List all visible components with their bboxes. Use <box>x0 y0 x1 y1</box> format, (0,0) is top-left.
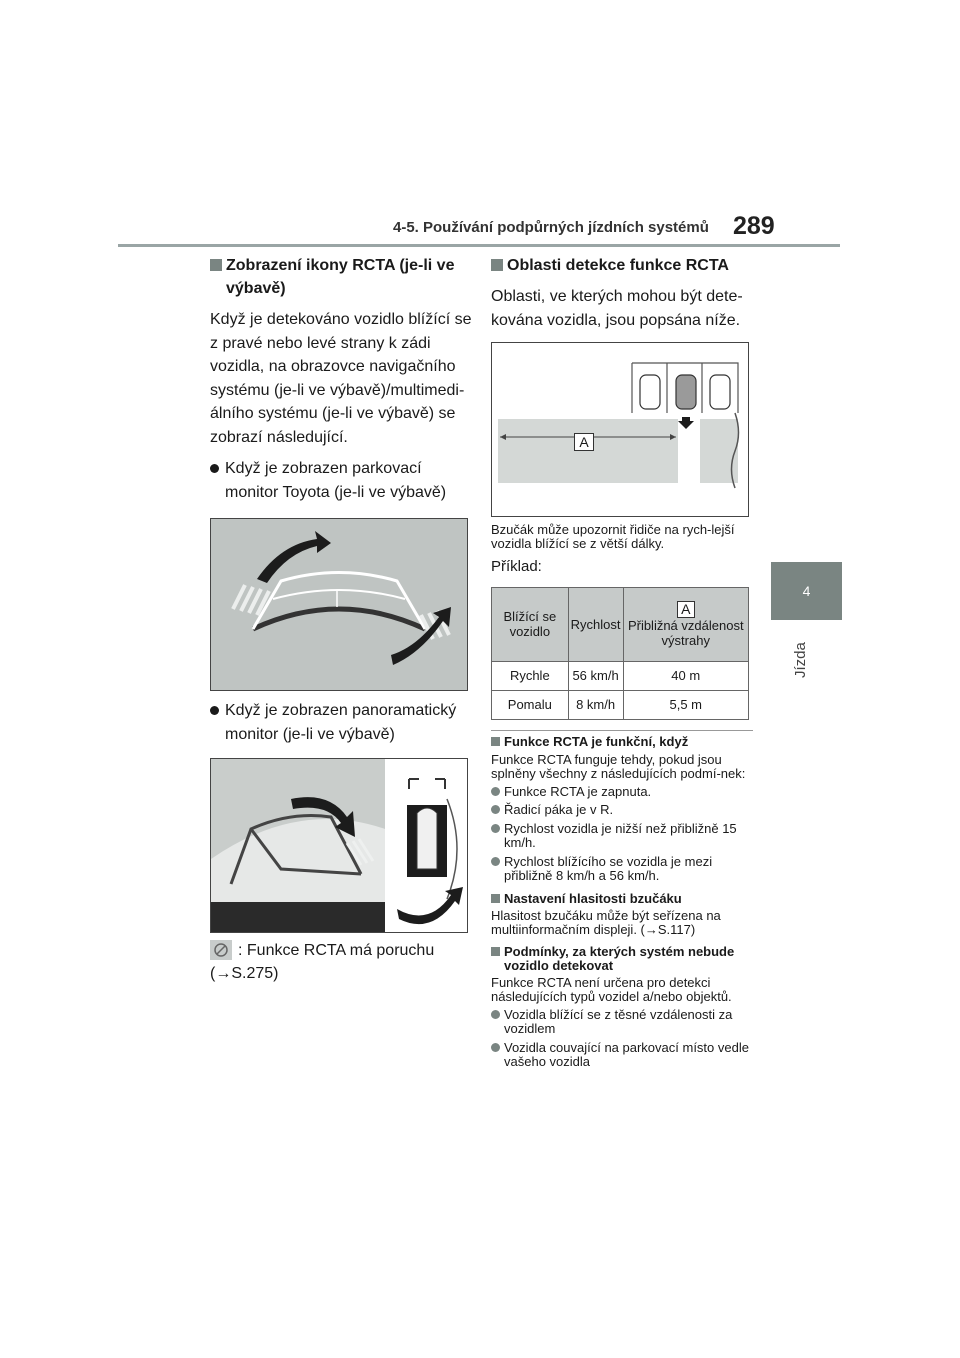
right-column <box>491 254 753 1070</box>
area-a-label: A <box>574 433 594 451</box>
table-cell: 8 km/h <box>568 690 623 719</box>
list-item: Rychlost blížícího se vozidla je mezi přibližně 8 km/h a 56 km/h. <box>491 855 753 884</box>
chapter-label-text: Jízda <box>792 642 809 678</box>
chapter-tab[interactable]: 4 <box>771 562 842 620</box>
bullet-dot-icon <box>210 706 219 715</box>
detection-area-intro: Oblasti, ve kterých mohou být dete-kována vozidla, jsou popsána níže. <box>491 288 743 329</box>
func-heading: Funkce RCTA je funkční, když <box>491 735 753 749</box>
area-a-badge: A <box>677 601 695 618</box>
header-approaching-vehicle: Blížící se vozidlo <box>492 587 569 661</box>
header-speed: Rychlost <box>568 587 623 661</box>
rcta-malfunction-icon <box>210 940 232 960</box>
conditions-heading: Podmínky, za kterých systém nebude vozidlo detekovat <box>491 945 753 973</box>
conditions-text: Funkce RCTA není určena pro detekci následujících typů vozidel a/nebo objektů. <box>491 974 732 1004</box>
panoramic-monitor-illustration <box>211 759 467 932</box>
detection-area-figure <box>491 342 749 517</box>
left-column <box>210 254 472 986</box>
bullet-dot-icon <box>491 1043 500 1052</box>
panoramic-monitor-figure <box>210 758 468 933</box>
section-square-icon <box>491 894 500 903</box>
bullet-dot-icon <box>491 787 500 796</box>
header-divider <box>118 244 840 247</box>
chapter-label <box>782 628 832 688</box>
parking-monitor-figure <box>210 518 468 691</box>
volume-heading: Nastavení hlasitosti bzučáku <box>491 892 753 906</box>
detection-area-heading: Oblasti detekce funkce RCTA <box>491 254 753 277</box>
table-cell: Pomalu <box>492 690 569 719</box>
bullet-dot-icon <box>491 805 500 814</box>
bullet-dot-icon <box>491 857 500 866</box>
example-label: Příklad: <box>491 558 542 575</box>
list-item: Vozidla blížící se z těsné vzdálenosti za vozidlem <box>491 1008 753 1037</box>
page-number: 289 <box>733 212 775 240</box>
parking-monitor-illustration <box>211 519 467 690</box>
table-cell: 56 km/h <box>568 661 623 690</box>
section-square-icon <box>491 737 500 746</box>
bullet-dot-icon <box>210 464 219 473</box>
section-title: 4-5. Používání podpůrných jízdních systémů <box>393 219 709 236</box>
bullet-dot-icon <box>491 1010 500 1019</box>
list-item: Funkce RCTA je zapnuta. <box>491 785 753 800</box>
rcta-icon-intro: Když je detekováno vozidlo blížící se z pravé nebo levé strany k zádi vozidla, na obrazovce navigačního systému (je-li ve výbavě)/multimedi-álního systému (je-li ve výbavě) se zobrazí následující. <box>210 311 472 446</box>
table-cell: 40 m <box>623 661 749 690</box>
volume-text: Hlasitost bzučáku může být seřízena na multiinformačním displeji. (→S.117) <box>491 907 721 937</box>
table-header-row <box>492 587 749 661</box>
list-item: Rychlost vozidla je nižší než přibližně 15 km/h. <box>491 822 753 851</box>
example-table <box>491 587 749 720</box>
table-row <box>492 690 749 719</box>
detection-area-illustration <box>492 343 748 516</box>
section-square-icon <box>491 947 500 956</box>
section-square-icon <box>210 259 222 271</box>
table-cell: Rychle <box>492 661 569 690</box>
header-distance: A Přibližná vzdálenost výstrahy <box>623 587 749 661</box>
notes-section <box>491 730 753 1070</box>
list-item: Řadicí páka je v R. <box>491 803 753 818</box>
section-square-icon <box>491 259 503 271</box>
bullet-panoramic-monitor: Když je zobrazen panoramatický monitor (je-li ve výbavě) <box>210 699 472 746</box>
rcta-icon-heading: Zobrazení ikony RCTA (je-li ve výbavě) <box>210 254 472 300</box>
list-item: Vozidla couvající na parkovací místo vedle vašeho vozidla <box>491 1041 753 1070</box>
func-text: Funkce RCTA funguje tehdy, pokud jsou splněny všechny z následujících podmí-nek: <box>491 751 746 781</box>
malfunction-ref-link[interactable]: (→S.275) <box>210 965 279 982</box>
table-row <box>492 661 749 690</box>
bullet-parking-monitor: Když je zobrazen parkovací monitor Toyota (je-li ve výbavě) <box>210 457 472 504</box>
buzzer-note: Bzučák může upozornit řidiče na rych-lejší vozidla blížící se z větší dálky. <box>491 522 735 551</box>
bullet-dot-icon <box>491 824 500 833</box>
malfunction-line: : Funkce RCTA má poruchu <box>210 939 472 962</box>
table-cell: 5,5 m <box>623 690 749 719</box>
